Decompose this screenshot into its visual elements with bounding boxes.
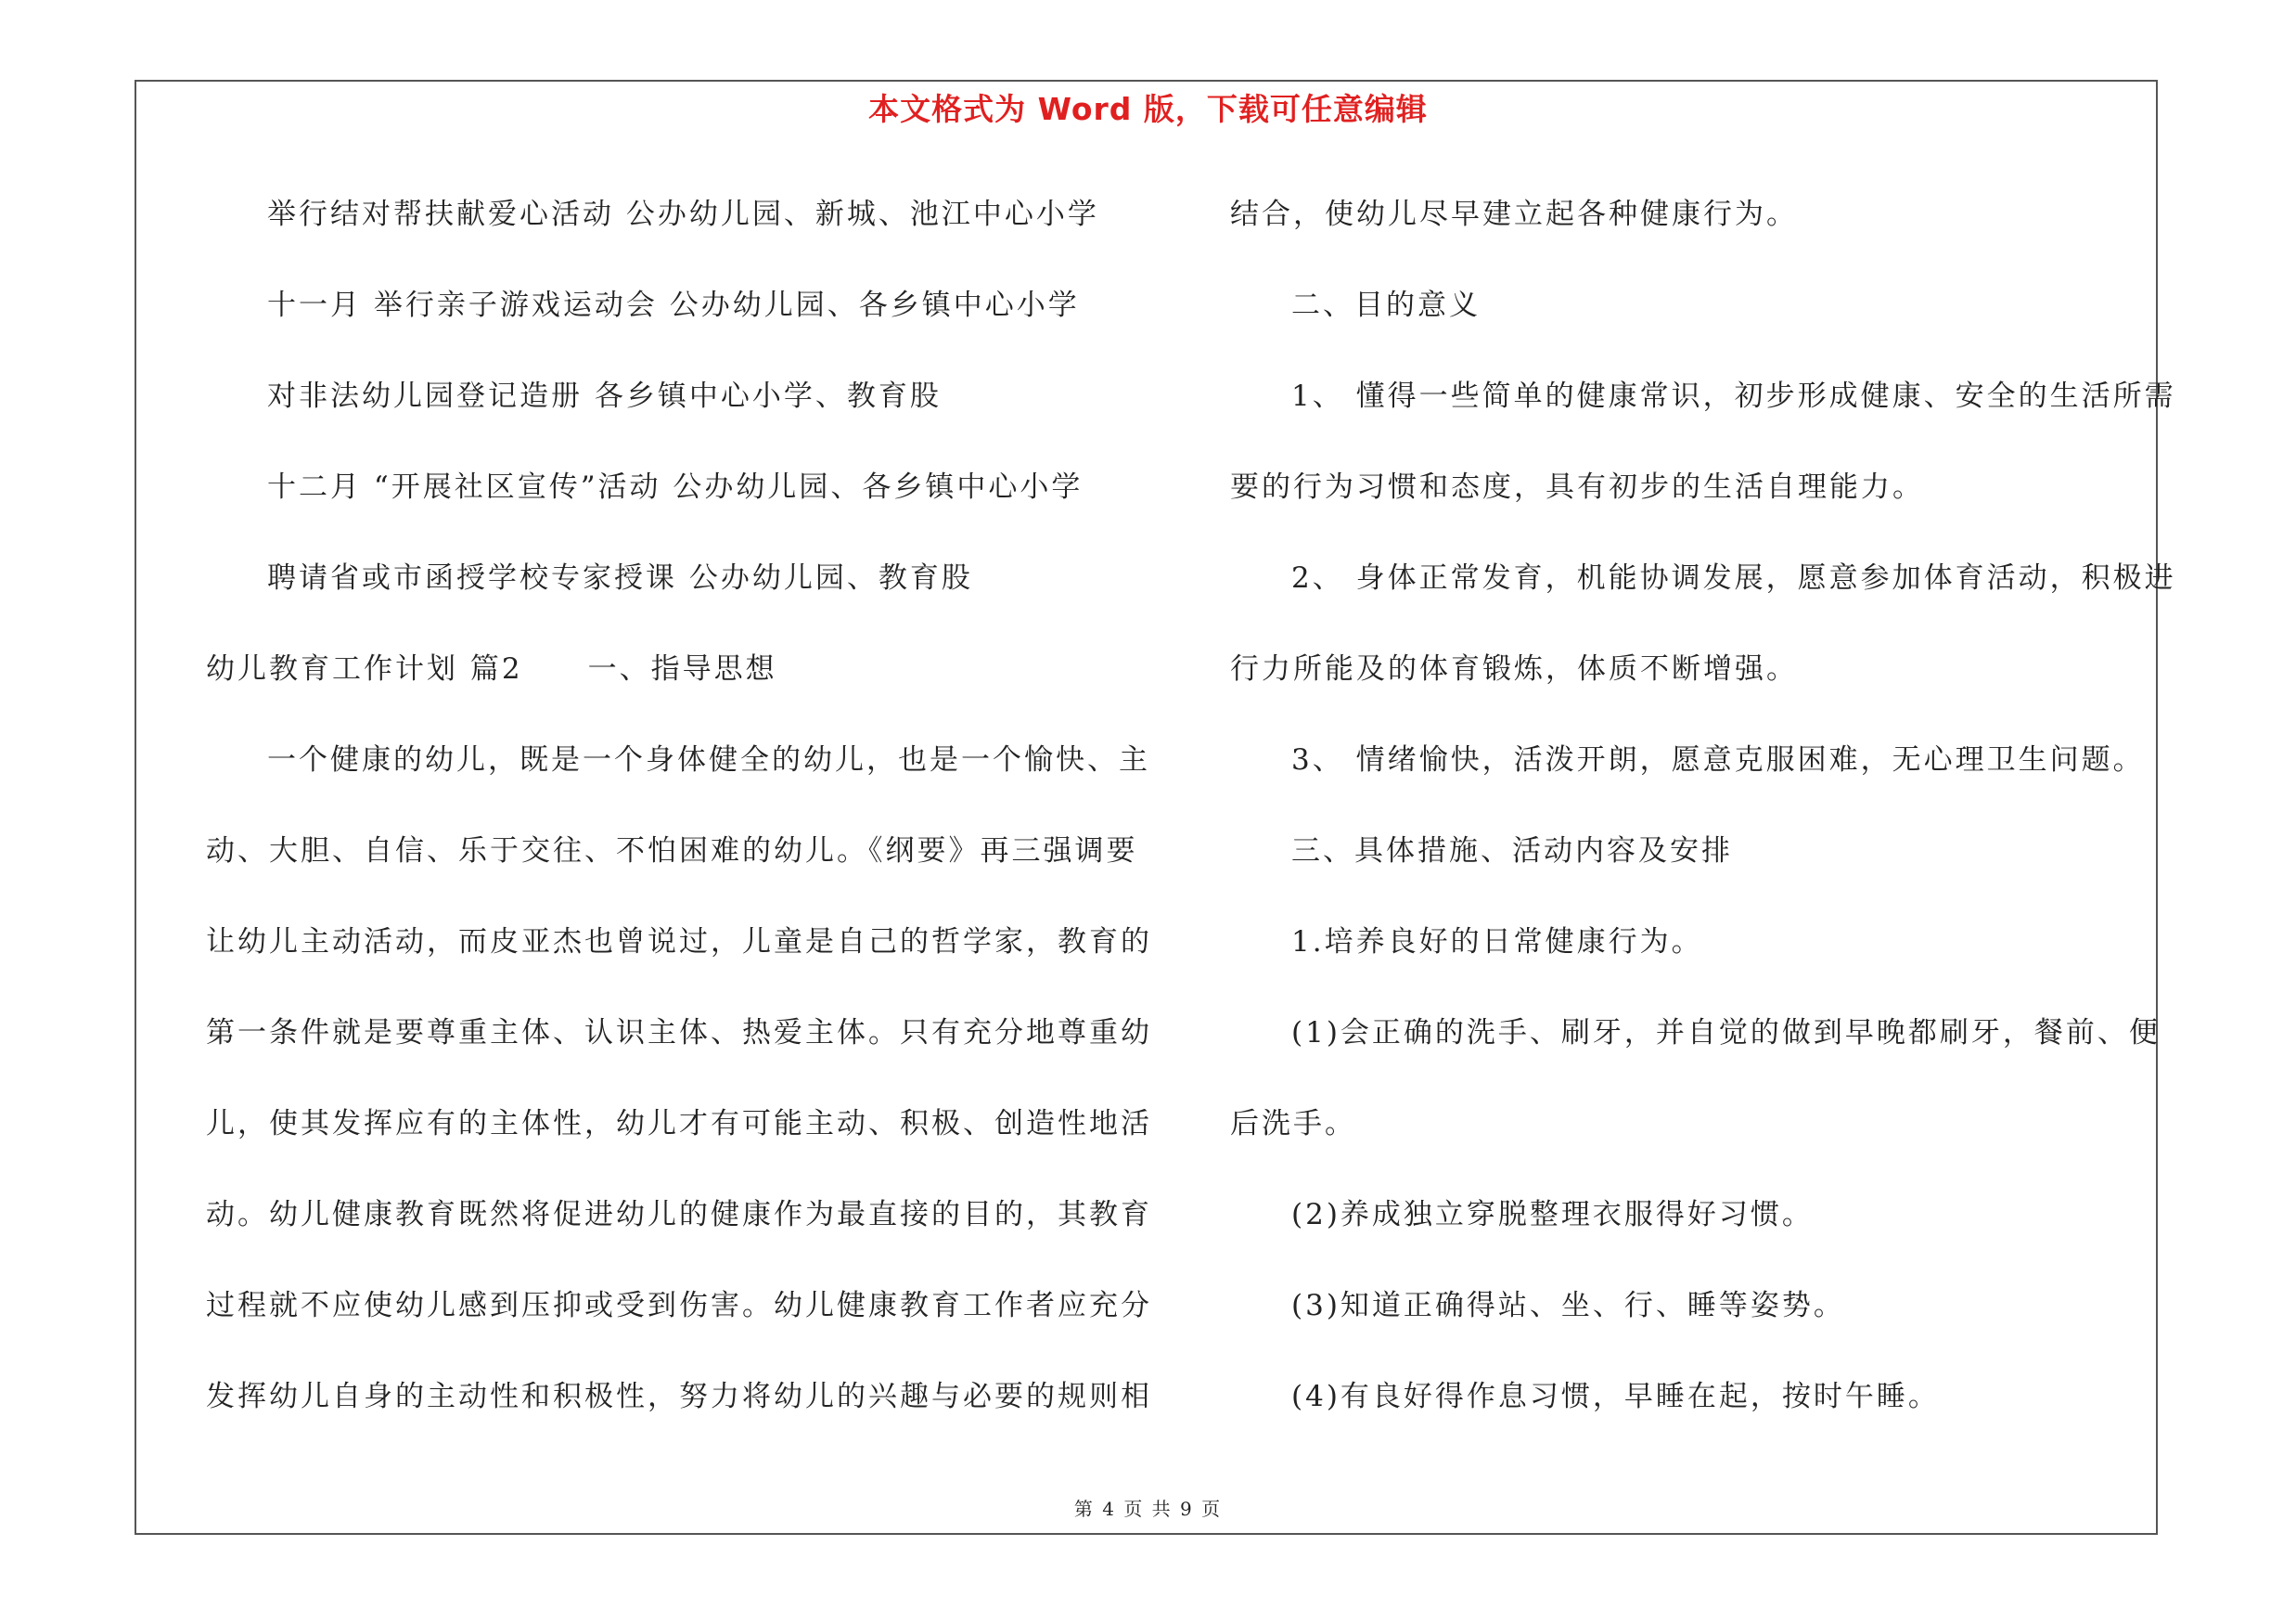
paragraph-line: 1.培养良好的日常健康行为。 — [1291, 925, 1703, 959]
paragraph-line: 聘请省或市函授学校专家授课 公办幼儿园、教育股 — [267, 561, 973, 595]
paragraph-line: 1、 懂得一些简单的健康常识，初步形成健康、安全的生活所需 — [1291, 380, 2176, 413]
paragraph-line: 动。幼儿健康教育既然将促进幼儿的健康作为最直接的目的，其教育 — [206, 1198, 1152, 1231]
paragraph-line: (2)养成独立穿脱整理衣服得好习惯。 — [1291, 1198, 1814, 1231]
paragraph-line: 过程就不应使幼儿感到压抑或受到伤害。幼儿健康教育工作者应充分 — [206, 1289, 1152, 1322]
paragraph-line: 2、 身体正常发育，机能协调发展，愿意参加体育活动，积极进 — [1291, 561, 2176, 595]
right-column — [1230, 182, 2176, 1455]
paragraph-line: 动、大胆、自信、乐于交往、不怕困难的幼儿。《纲要》再三强调要 — [206, 834, 1138, 868]
paragraph-line: 后洗手。 — [1230, 1107, 1356, 1140]
paragraph-line: (4)有良好得作息习惯，早睡在起，按时午睡。 — [1291, 1380, 1940, 1413]
section-heading-line — [206, 637, 1134, 728]
paragraph-line: 行力所能及的体育锻炼，体质不断增强。 — [1230, 652, 1798, 686]
section-heading: 三、具体措施、活动内容及安排 — [1291, 834, 1733, 868]
plan-title: 幼儿教育工作计划 篇2 — [206, 652, 523, 686]
left-column — [206, 182, 1152, 1455]
paragraph-line: (3)知道正确得站、坐、行、睡等姿势。 — [1291, 1289, 1845, 1322]
paragraph-line: 一个健康的幼儿，既是一个身体健全的幼儿，也是一个愉快、主 — [267, 743, 1150, 777]
paragraph-line: 对非法幼儿园登记造册 各乡镇中心小学、教育股 — [267, 380, 942, 413]
paragraph-line: 让幼儿主动活动，而皮亚杰也曾说过，儿童是自己的哲学家，教育的 — [206, 925, 1152, 959]
paragraph-line: 十一月 举行亲子游戏运动会 公办幼儿园、各乡镇中心小学 — [267, 289, 1080, 322]
paragraph-line: 发挥幼儿自身的主动性和积极性，努力将幼儿的兴趣与必要的规则相 — [206, 1380, 1152, 1413]
paragraph-line: 要的行为习惯和态度，具有初步的生活自理能力。 — [1230, 470, 1924, 504]
paragraph-line: 举行结对帮扶献爱心活动 公办幼儿园、新城、池江中心小学 — [267, 198, 1099, 231]
paragraph-line: 第一条件就是要尊重主体、认识主体、热爱主体。只有充分地尊重幼 — [206, 1016, 1152, 1050]
section-heading: 二、目的意义 — [1291, 289, 1481, 322]
paragraph-line: (1)会正确的洗手、刷牙，并自觉的做到早晚都刷牙，餐前、便 — [1291, 1016, 2161, 1050]
paragraph-line: 结合，使幼儿尽早建立起各种健康行为。 — [1230, 198, 1798, 231]
page-number: 第 4 页 共 9 页 — [1073, 1498, 1223, 1520]
paragraph-line: 3、 情绪愉快，活泼开朗，愿意克服困难，无心理卫生问题。 — [1291, 743, 2145, 777]
paragraph-line: 儿，使其发挥应有的主体性，幼儿才有可能主动、积极、创造性地活 — [206, 1107, 1152, 1140]
header-banner: 本文格式为 Word 版，下载可任意编辑 — [868, 91, 1428, 127]
section-heading: 一、指导思想 — [587, 652, 777, 686]
paragraph-line: 十二月 “开展社区宣传”活动 公办幼儿园、各乡镇中心小学 — [267, 470, 1084, 504]
